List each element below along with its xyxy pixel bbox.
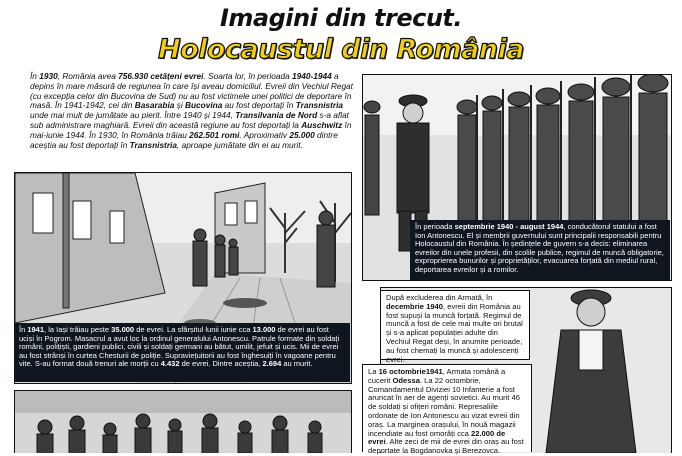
odessa-crowd-panel [14, 390, 352, 453]
forced-labor-caption: După excluderea din Armată, în decembrie 1940, evreii din România au fost supuși la muncă forțată. Regimul de muncă a fost de cele mai multe ori brutal și s-a aplicat populației adulte din Vechiul Regat deși, în anumite perioade, au fost chemați la muncă și adolescenți evrei. [380, 290, 530, 360]
page-subtitle: Holocaustul din România [158, 34, 524, 65]
page-title: Imagini din trecut. [219, 4, 463, 32]
odessa-caption: La 16 octombrie1941, Armata română a cucerit Odessa. La 22 octombrie, Comandamentul Diviziei 10 Infanterie a fost aruncat în aer de agenți sovietici. Au murit 46 de soldați și ofițeri români. Represaliile ordonate de Ion Antonescu au vizat evreii din oraș. La marginea orașului, în nouă magazii incendiate au fost omorâți cca 22.000 de evrei. Alte zeci de mii de evrei din oraș au fost deportate la Bogdanovka și Berezovca. [362, 364, 532, 452]
intro-paragraph: În 1930, România avea 756.930 cetățeni evrei. Soarta lor, în perioada 1940-1944 a depins în mare măsură de regiunea în care își aveau domiciliul. Evreii din Vechiul Regat (cu excepția celor din Bucovina de Sud) nu au fost victimele unei politici de deportare în masă. În 1941-1942, cei din Basarabia și Bucovina au fost deportați în Transnistria unde mai mult de jumătate au pierit. Între 1940 și 1944, Transilvania de Nord s-a aflat sub administrare maghiară. Evreii din această regiune au fost deportați la Auschwitz în mai-iunie 1944. În 1930, în România trăiau 262.501 romi. Aproximativ 25.000 dintre aceștia au fost deportați în Transnistria, aproape jumătate din ei au murit. [30, 71, 353, 150]
antonescu-caption: În perioada septembrie 1940 - august 1944, conducătorul statului a fost Ion Antonescu. El și membrii guvernului sunt principalii responsabili pentru Holocaustul din România. În ședințele de guvern s-a decis: eliminarea evreilor din unele profesii, din școlile publice, regimul de muncă obligatorie, exproprierea bunurilor și proprietăților, evacuarea forțată din mediul rural, deportarea evreilor și a romilor. [410, 220, 670, 280]
crowd-illustration [15, 391, 351, 453]
iasi-caption: În 1941, la Iași trăiau peste 35.000 de evrei. La sfârșitul lunii iunie cca 13.000 de evrei au fost uciși în Pogrom. Masacrul a avut loc la ordinul generalului Antonescu. Patrule formate din soldați români, polițiști, gardieni publici, civili și soldați germani au bătut, umilit, jefuit și ucis. Mii de evrei au fost strânși în curtea Chesturii de poliție. Supraviețuitorii au fost înghesuiți în vagoane pentru vite. S-au format două trenuri ale morții cu 4.432 de evrei. Dintre aceștia, 2.694 au murit. [14, 323, 350, 382]
